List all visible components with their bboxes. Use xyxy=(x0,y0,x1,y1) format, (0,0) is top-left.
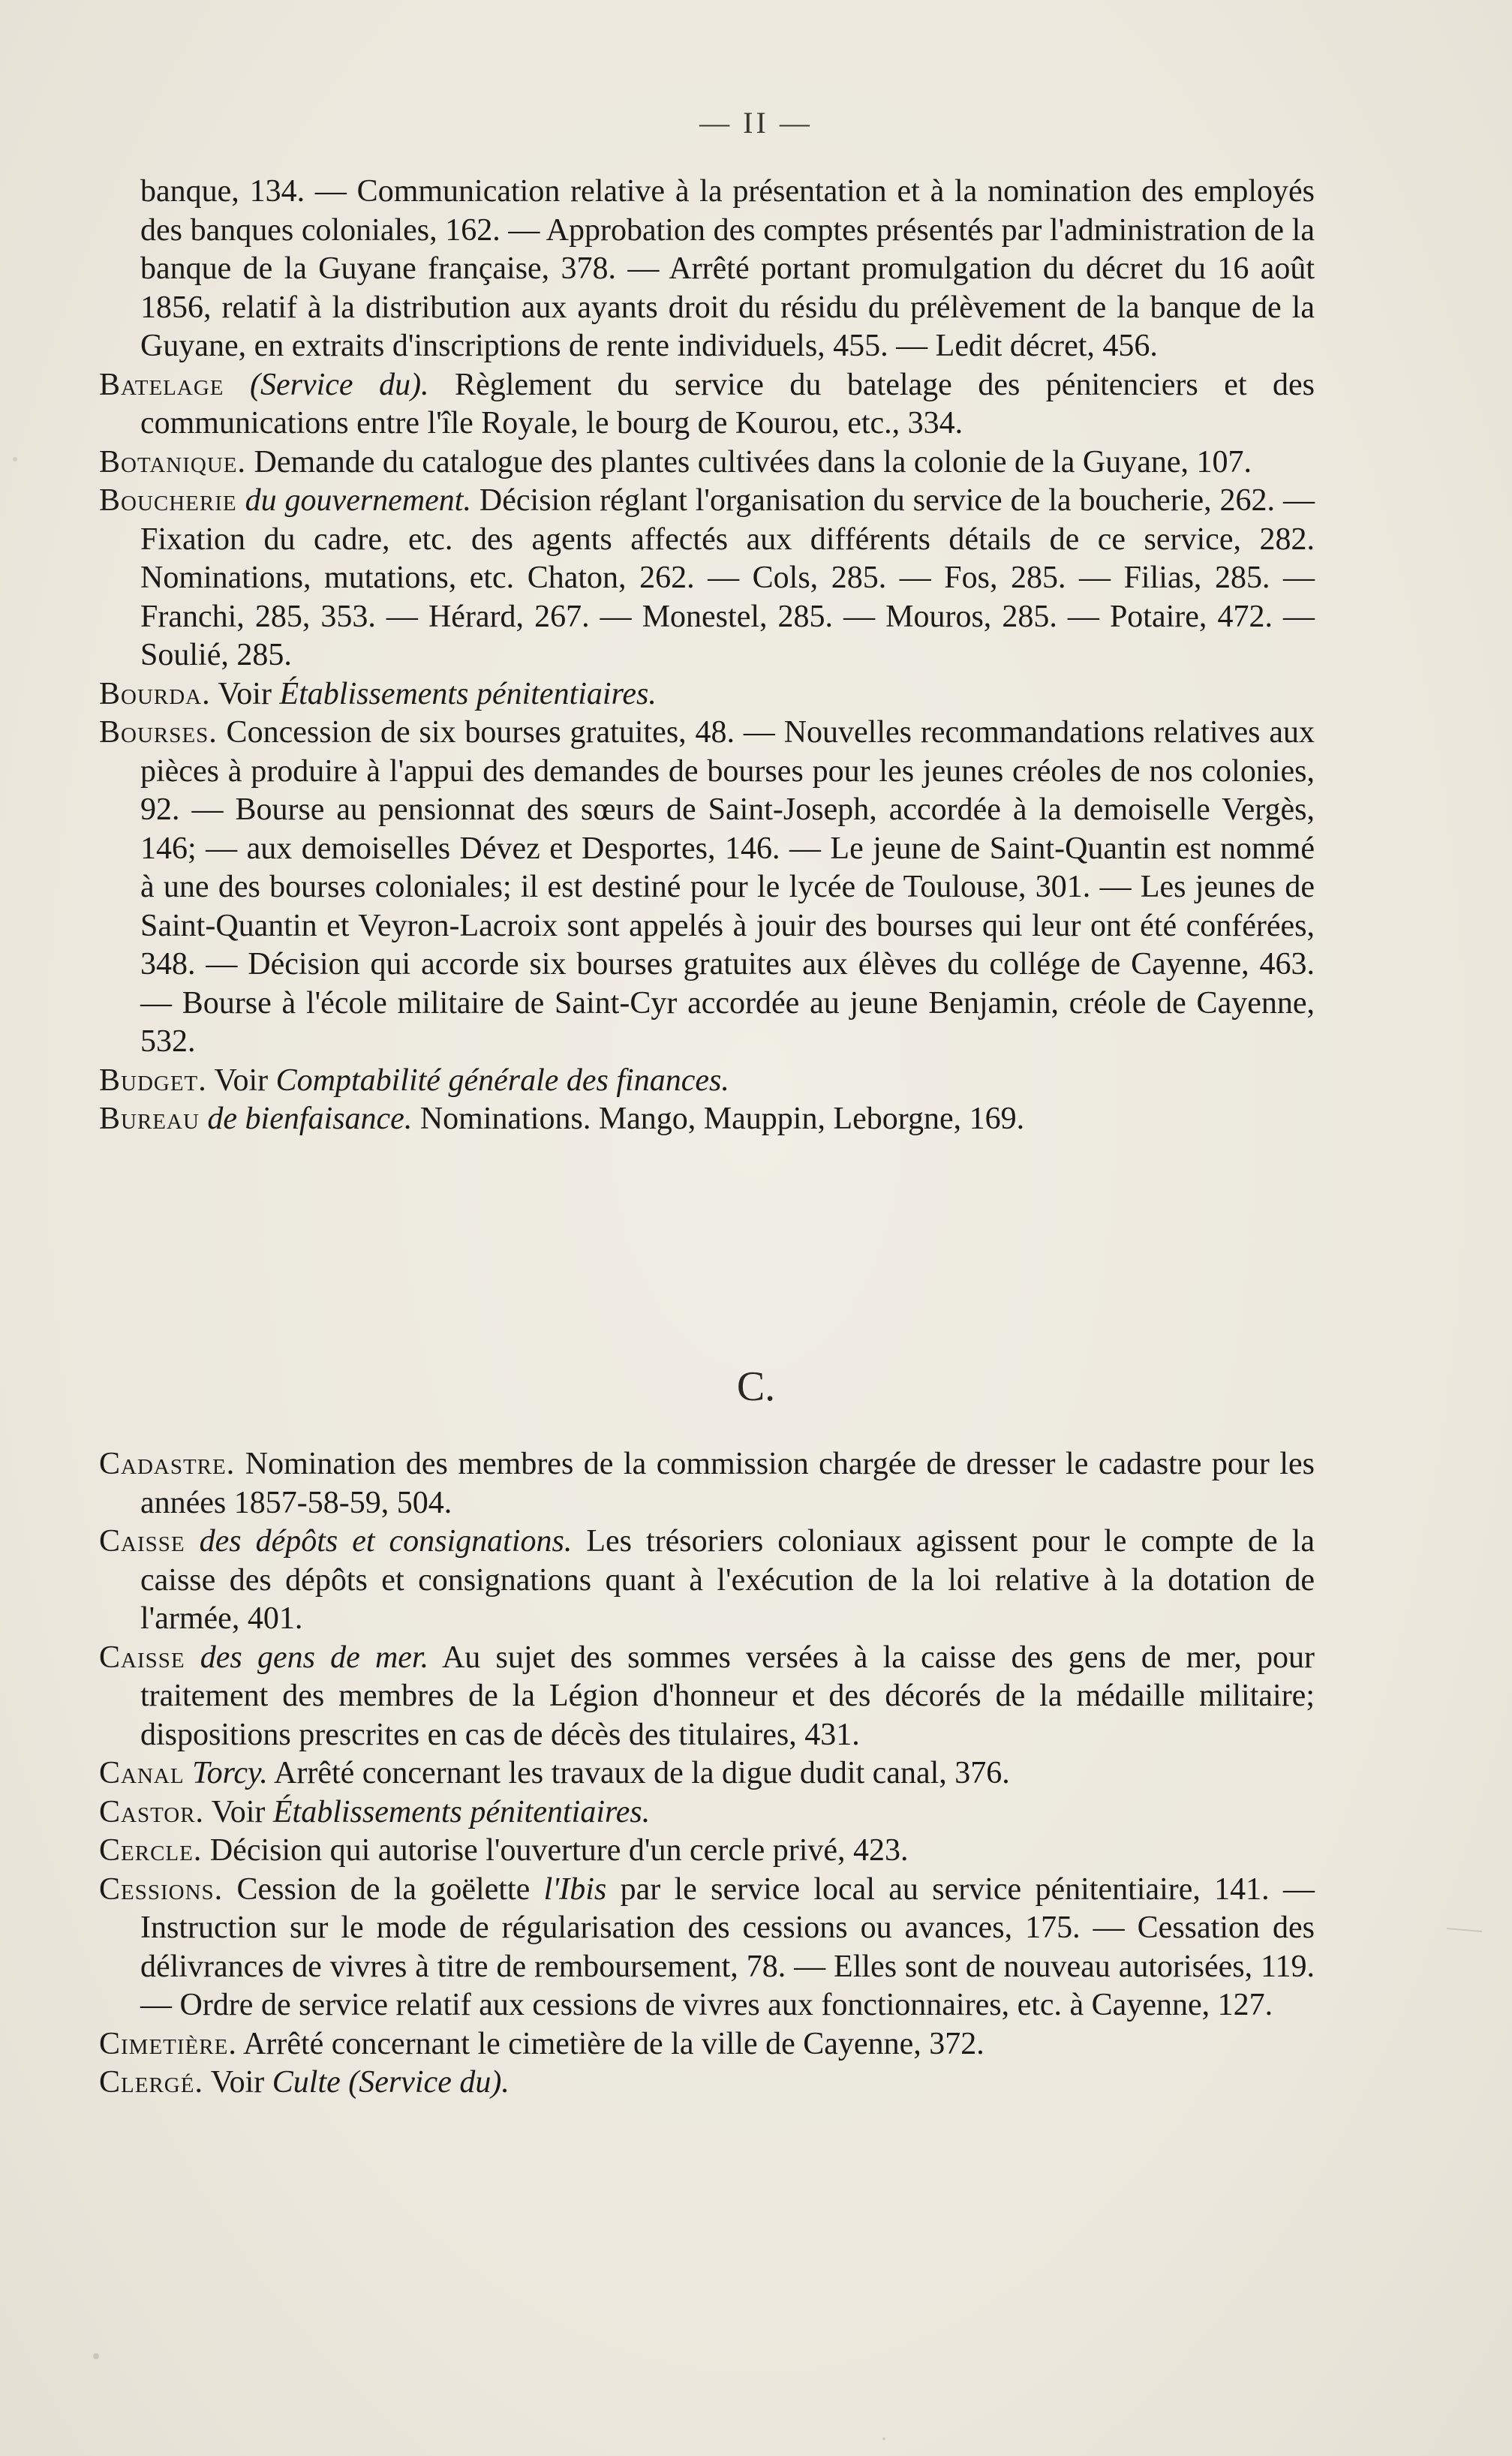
entry-text: Nomination des membres de la commission chargée de dresser le cadastre pour les années 1857-58-59, 504. xyxy=(140,1447,1315,1520)
entry-cross-reference: l'Ibis xyxy=(543,1871,607,1907)
entry-text: Les trésoriers coloniaux agissent pour le compte de la caisse des dépôts et consignations quant à l'exécution de la loi relative à la dotation de l'armée, 401. xyxy=(140,1524,1315,1636)
index-entry-budget xyxy=(99,1062,1315,1101)
entry-headword: Budget. xyxy=(99,1063,207,1098)
entry-subheading: Torcy. xyxy=(192,1756,268,1790)
index-entry-cadastre xyxy=(99,1445,1315,1523)
entry-headword: Boucherie xyxy=(99,483,237,518)
entry-text: Concession de six bourses gratuites, 48. — Nouvelles recommandations relatives aux pièces à produire à l'appui des demandes de bourses pour les jeunes créoles de nos colonies, 92. — Bourse au pensionnat des sœurs de Saint-Joseph, accordée à la demoiselle Vergès, 146; — aux demoiselles Dévez et Desportes, 146. — Le jeune de Saint-Quantin est nommé à une des bourses coloniales; il est destiné pour le lycée de Toulouse, 301. — Les jeunes de Saint-Quantin et Veyron-Lacroix sont appelés à jouir des bourses qui leur ont été conférées, 348. — Décision qui accorde six bourses gratuites aux élèves du collége de Cayenne, 463. — Bourse à l'école militaire de Saint-Cyr accordée au jeune Benjamin, créole de Cayenne, 532. xyxy=(140,715,1315,1059)
entry-subheading: du gouvernement. xyxy=(245,483,471,518)
index-column-c xyxy=(99,1445,1315,2103)
entry-headword: Canal xyxy=(99,1756,185,1790)
index-entry-bourda xyxy=(99,675,1315,714)
entry-subheading: de bienfaisance. xyxy=(207,1102,413,1136)
entry-subheading: des gens de mer. xyxy=(200,1640,429,1675)
entry-headword: Caisse xyxy=(99,1524,185,1559)
entry-text: Voir xyxy=(204,1794,273,1829)
index-entry-banque-continued xyxy=(99,173,1315,366)
entry-subheading: (Service du). xyxy=(250,367,429,402)
entry-text: Décision qui autorise l'ouverture d'un cercle privé, 423. xyxy=(202,1833,909,1868)
entry-text: par le service local au service pénitentiaire, 141. — Instruction sur le mode de régularisation des cessions ou avances, 175. — Cessation des délivrances de vivres à titre de remboursement, 78. — Elles sont de nouveau autorisées, 119. — Ordre de service relatif aux cessions de vivres aux fonctionnaires, etc. à Cayenne, 127. xyxy=(140,1871,1315,2022)
entry-cross-reference: Comptabilité générale des finances. xyxy=(275,1063,729,1098)
entry-headword: Caisse xyxy=(99,1640,185,1675)
section-letter-c: C. xyxy=(736,1363,776,1410)
page-number: — II — xyxy=(699,106,813,140)
entry-headword: Botanique. xyxy=(99,444,246,479)
entry-text: Cession de la goëlette xyxy=(223,1871,544,1907)
entry-headword: Bourses. xyxy=(99,715,218,750)
entry-text: banque, 134. — Communication relative à la présentation et à la nomination des employés des banques coloniales, 162. — Approbation des comptes présentés par l'administration de la banque de la Guyane française, 378. — Arrêté portant promulgation du décret du 16 août 1856, relatif à la distribution aux ayants droit du résidu du prélèvement de la banque de la Guyane, en extraits d'inscriptions de rente individuels, 455. — Ledit décret, 456. xyxy=(140,174,1315,363)
entry-headword: Cadastre. xyxy=(99,1447,236,1481)
entry-text: Voir xyxy=(210,676,280,711)
entry-text: Nominations. Mango, Mauppin, Leborgne, 169. xyxy=(412,1102,1025,1136)
entry-text: Arrêté concernant le cimetière de la ville de Cayenne, 372. xyxy=(236,2026,984,2061)
entry-text: Règlement du service du batelage des pénitenciers et des communications entre l'île Royale, le bourg de Kourou, etc., 334. xyxy=(140,367,1315,440)
entry-headword: Bourda. xyxy=(99,676,211,711)
entry-text: Décision réglant l'organisation du service de la boucherie, 262. — Fixation du cadre, etc. des agents affectés aux différents détails de ce service, 282. Nominations, mutations, etc. Chaton, 262. — Cols, 285. — Fos, 285. — Filias, 285. — Franchi, 285, 353. — Hérard, 267. — Monestel, 285. — Mouros, 285. — Potaire, 472. — Soulié, 285. xyxy=(140,483,1315,672)
entry-headword: Cimetière. xyxy=(99,2026,237,2061)
entry-headword: Batelage xyxy=(99,367,224,402)
entry-text: Au sujet des sommes versées à la caisse des gens de mer, pour traitement des membres de la Légion d'honneur et des décorés de la médaille militaire; dispositions prescrites en cas de décès des titulaires, 431. xyxy=(140,1640,1315,1752)
index-entry-bureau xyxy=(99,1100,1315,1139)
index-entry-canal xyxy=(99,1754,1315,1793)
entry-text: Demande du catalogue des plantes cultivées dans la colonie de la Guyane, 107. xyxy=(246,444,1252,479)
index-entry-caisse-depots xyxy=(99,1523,1315,1639)
index-entry-caisse-gens-de-mer xyxy=(99,1639,1315,1755)
entry-text: Arrêté concernant les travaux de la digue dudit canal, 376. xyxy=(267,1756,1010,1790)
entry-subheading: des dépôts et consignations. xyxy=(199,1524,573,1559)
entry-cross-reference: Établissements pénitentiaires. xyxy=(272,1794,651,1829)
index-entry-castor xyxy=(99,1793,1315,1832)
entry-headword: Castor. xyxy=(99,1794,205,1829)
entry-cross-reference: Établissements pénitentiaires. xyxy=(279,676,657,711)
index-entry-bourses xyxy=(99,714,1315,1062)
index-entry-clerge xyxy=(99,2064,1315,2103)
index-entry-cessions xyxy=(99,1871,1315,2025)
index-entry-batelage xyxy=(99,366,1315,443)
index-entry-botanique xyxy=(99,443,1315,482)
index-entry-cercle xyxy=(99,1832,1315,1871)
entry-headword: Cercle. xyxy=(99,1833,203,1868)
index-entry-boucherie xyxy=(99,482,1315,675)
entry-headword: Cessions. xyxy=(99,1871,224,1907)
entry-text: Voir xyxy=(206,1063,276,1098)
entry-text: Voir xyxy=(203,2065,272,2100)
entry-cross-reference: Culte (Service du). xyxy=(272,2065,510,2100)
entry-headword: Clergé. xyxy=(99,2065,203,2100)
index-entry-cimetiere xyxy=(99,2025,1315,2064)
entry-headword: Bureau xyxy=(99,1102,200,1136)
index-column-b xyxy=(99,173,1315,1139)
